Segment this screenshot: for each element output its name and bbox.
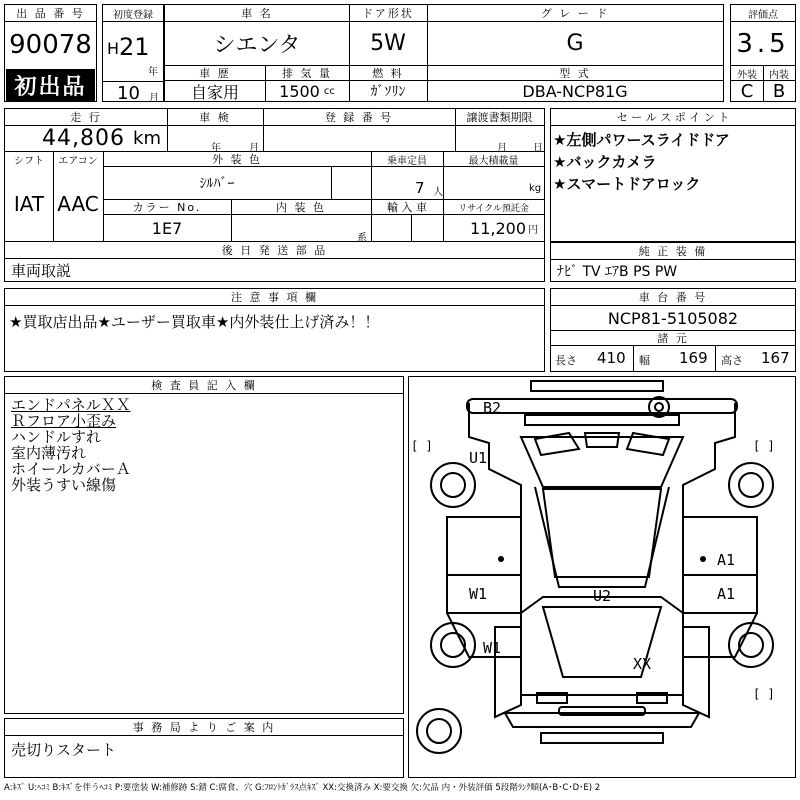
color-number: 1E7 [151,218,183,238]
mileage-label: 走 行 [70,111,102,124]
max-load-label: 最大積載量 [468,155,519,166]
interior-color-label: 内 装 色 [276,201,326,214]
sales-point-item: ★左側パワースライドドア [553,131,730,149]
displacement: 1500 [279,81,320,101]
registration-number-label: 登 録 番 号 [324,111,394,124]
color-number-label: カラー No. [132,201,202,214]
inspector-line: ハンドルすれ [11,428,102,446]
lot-number-label: 出 品 番 号 [16,7,85,20]
inspector-line: エンドパネルＸＸ [11,396,131,414]
equipment-box [550,242,796,282]
damage-mark-a1-right-lower: A1 [717,585,736,603]
capacity-label: 乗車定員 [387,155,427,166]
sales-points-label: セ ー ル ス ポ イ ン ト [616,111,730,124]
interior-color-unit: 系 [357,233,367,244]
sales-points-box [550,108,796,242]
damage-mark-u2: U2 [593,587,612,605]
inspector-label: 検 査 員 記 入 欄 [151,379,257,392]
lot-number: 90078 [9,30,92,60]
ac-label: エアコン [58,155,98,166]
later-parts-label: 後 日 発 送 部 品 [221,244,328,257]
inspection-year: 年 [211,143,221,154]
width: 169 [679,349,708,367]
office-box [4,718,404,778]
model-code: DBA-NCP81G [522,81,628,101]
car-name-label: 車 名 [241,7,273,20]
mileage-unit: km [133,128,161,149]
equipment-label: 純 正 装 備 [638,245,708,258]
transfer-month: 月 [497,143,507,154]
inspector-line: Ｒフロア小歪み [11,412,117,430]
grade-label: グ レ ー ド [540,7,610,20]
fuel-label: 燃 料 [372,67,404,80]
later-parts: 車両取説 [11,261,72,280]
recycle-fee-unit: 円 [528,224,538,236]
interior-label: 内装 [769,69,789,80]
registration-month: 10 [117,83,140,104]
notes-text: ★買取店出品★ユーザー買取車★内外装仕上げ済み！！ [9,313,380,331]
displacement-value [265,81,349,101]
damage-mark-w1-left-lower: W1 [483,639,502,657]
score-label: 評価点 [748,9,778,21]
history-label: 車 歴 [199,67,231,80]
height: 167 [761,349,790,367]
air-conditioner: AAC [57,192,99,216]
chassis-number: NCP81-5105082 [607,308,739,328]
import-car-label: 輸 入 車 [387,201,427,214]
sales-point-item: ★スマートドアロック [553,175,701,193]
first-registration-label: 初度登録 [113,9,153,21]
details-grid [4,108,545,282]
office-note: 売切りスタート [11,741,117,759]
score: 3.5 [736,28,790,59]
inspector-line: 室内薄汚れ [11,444,87,462]
transfer-deadline-label: 譲渡書類期限 [466,111,533,124]
chassis-box [550,288,796,372]
inspector-notes [11,397,131,493]
inspector-line: 外装うすい線傷 [11,476,117,494]
capacity: 7 [415,179,425,197]
length: 410 [597,349,626,367]
width-label: 幅 [639,354,650,367]
bracket-bottom-right: [ ] [753,687,775,701]
damage-mark-w1-left-upper: W1 [469,585,488,603]
mileage-value [5,126,167,151]
height-label: 高さ [721,354,743,367]
door-type: 5W [370,31,406,56]
bracket-left: [ ] [411,439,433,453]
interior-grade: B [772,81,786,101]
era-label: H [107,39,120,58]
shift-label: シフト [14,155,44,166]
length-label: 長さ [555,354,577,367]
exterior-color-label: 外 装 色 [212,153,262,166]
grade: G [566,31,584,56]
legend: A:ｷｽﾞ U:ﾍｺﾐ B:ｷｽﾞを伴うﾍｺﾐ P:要塗装 W:補修跡 S:錆 C:腐食、穴 G:ﾌﾛﾝﾄｶﾞﾗｽ点ｷｽﾞ XX:交換済み X:要交換 欠:欠品 内・外装評価 5段階ﾗﾝｸ順(A･B･C･D･E) 2 [4,783,601,793]
damage-mark-u1: U1 [469,449,488,467]
equipment-list: ﾅﾋﾞ TV ｴｱB PS PW [557,263,678,280]
month-suffix: 月 [149,93,159,104]
mileage: 44,806 [42,126,126,151]
recycle-fee: 11,200 [470,218,526,238]
displacement-label: 排 気 量 [282,67,332,80]
bracket-right: [ ] [753,439,775,453]
door-label: ドア形状 [362,7,414,20]
exterior-label: 外装 [737,69,757,80]
first-listing-badge: 初出品 [6,69,95,101]
score-box [730,4,796,102]
displacement-unit: cc [323,85,335,97]
damage-mark-b2: B2 [483,399,502,417]
model-code-label: 型 式 [559,67,591,80]
chassis-label: 車 台 番 号 [638,291,708,304]
shift: IAT [13,192,45,216]
damage-mark-xx: XX [633,655,652,673]
capacity-unit: 人 [433,187,443,198]
inspector-line: ホイールカバーＡ [11,460,131,478]
inspection-label: 車 検 [199,111,231,124]
damage-mark-a1-right-upper: A1 [717,551,736,569]
exterior-grade: C [740,81,754,101]
recycle-fee-label: リサイクル預託金 [458,203,529,214]
registration-year: 21 [119,33,150,61]
max-load-unit: kg [529,183,542,194]
year-suffix: 年 [148,67,158,78]
inspector-box [4,376,404,714]
sales-point-item: ★バックカメラ [553,153,657,171]
inspection-month: 月 [249,143,259,154]
fuel-type: ｶﾞｿﾘﾝ [370,84,406,100]
damage-diagram [408,376,796,778]
car-outline [409,377,795,777]
notes-box [4,288,545,372]
car-name: シエンタ [213,33,301,58]
recycle-fee-value [443,215,544,241]
first-registration-box [102,4,164,102]
car-spec-box [164,4,724,102]
vehicle-history: 自家用 [190,82,239,101]
notes-label: 注 意 事 項 欄 [231,291,318,304]
lot-number-box [4,4,97,102]
exterior-color: ｼﾙﾊﾞｰ [199,176,235,192]
office-label: 事 務 局 よ り ご 案 内 [132,721,276,734]
transfer-day: 日 [533,143,543,154]
specs-label: 諸 元 [657,332,689,345]
